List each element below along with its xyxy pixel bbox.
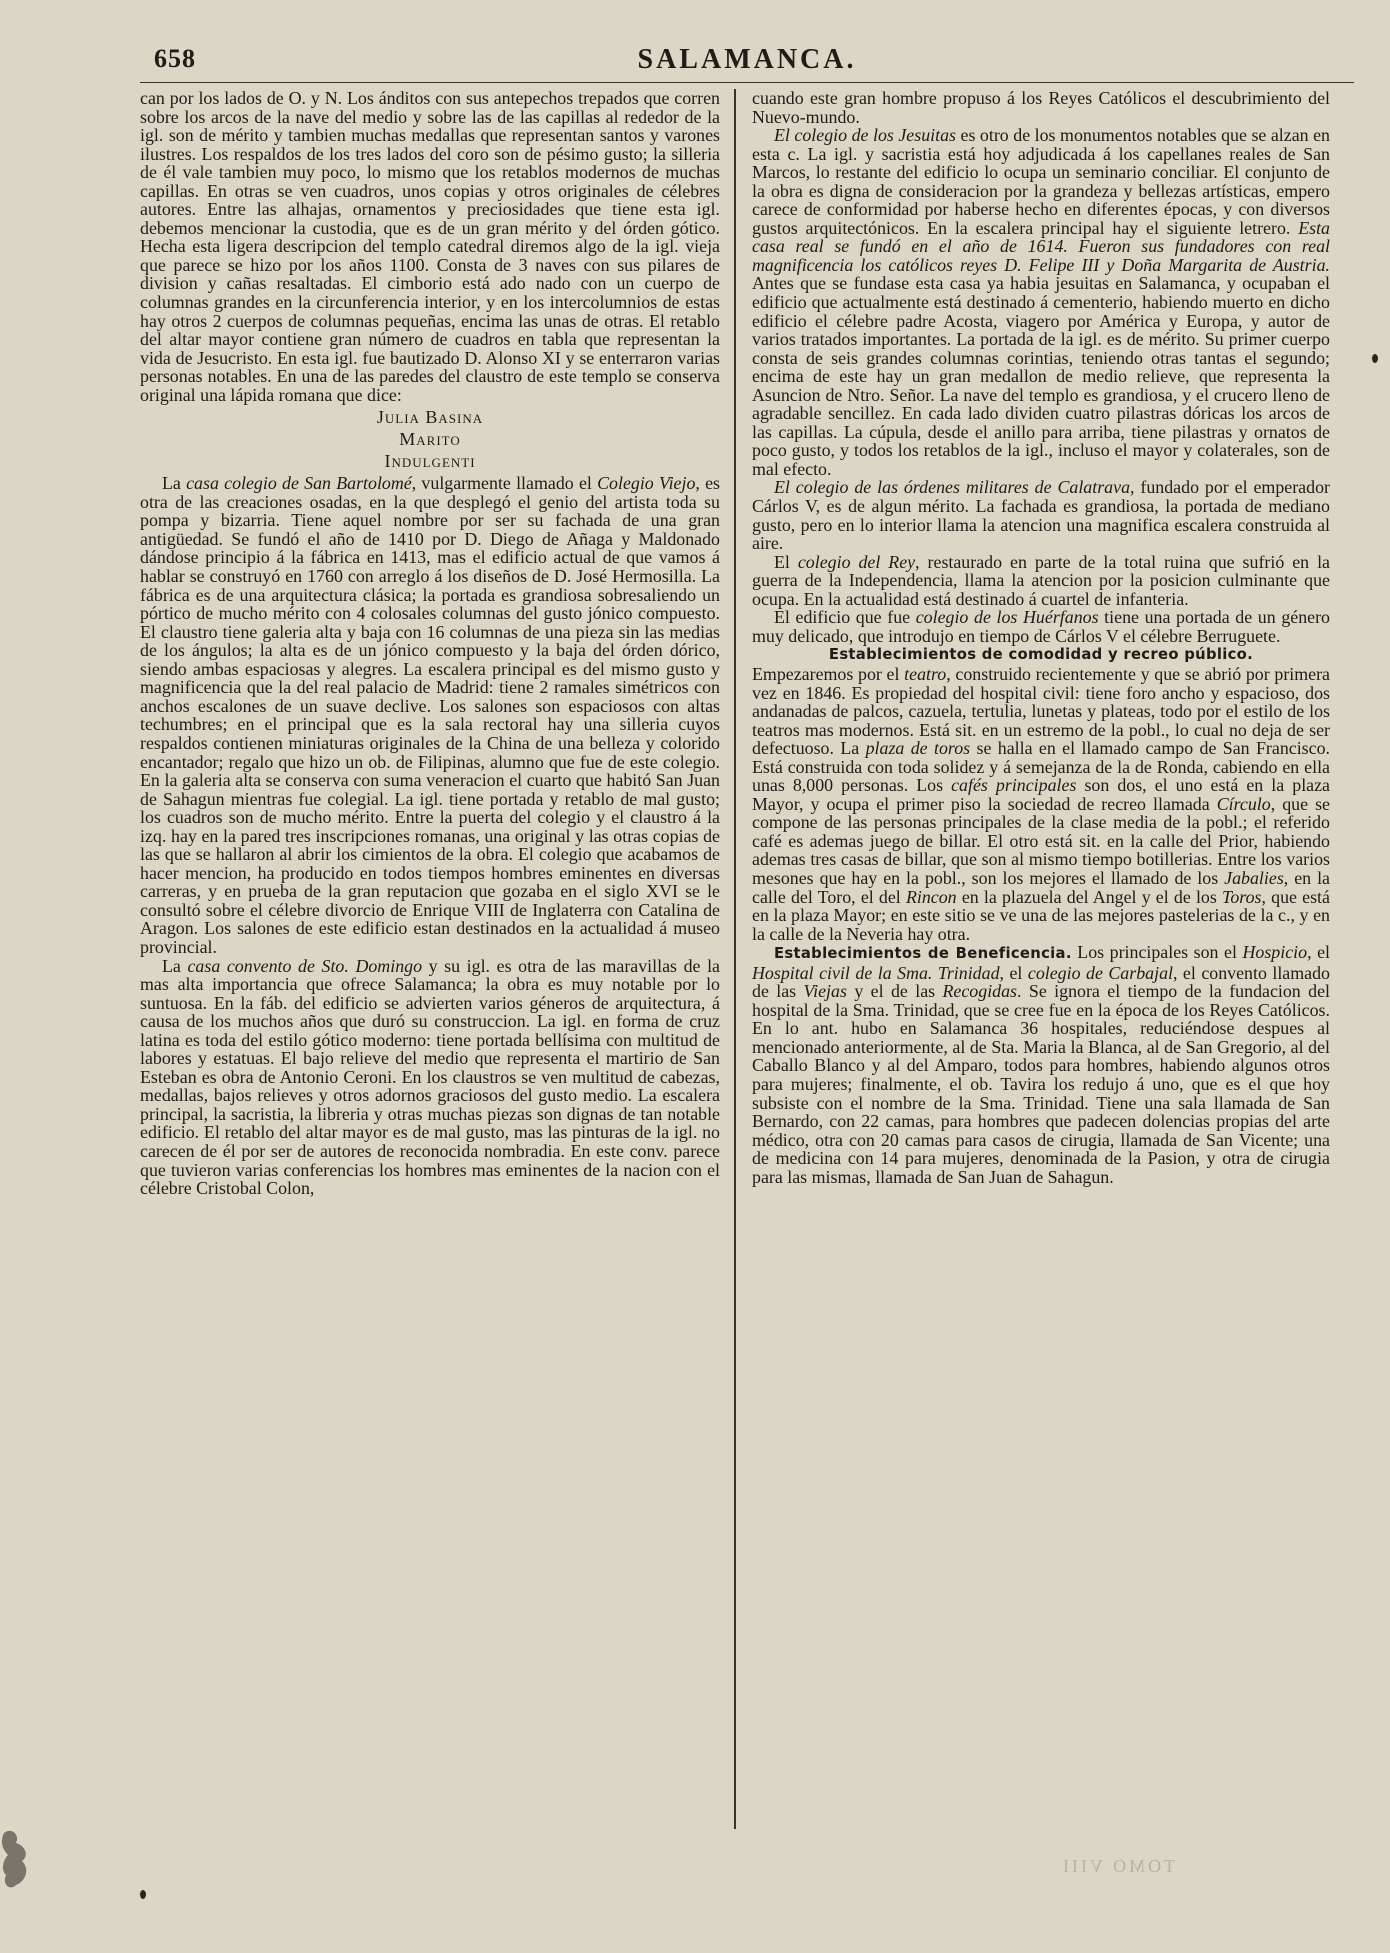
paragraph-recreo: Empezaremos por el teatro, construido recientemente y que se abrió por primera vez en 1846. Es propiedad del hospital civil: tiene foro ancho y espacioso, dos andanadas de palcos, cazuela, tertulia, lunetas y plateas, todo por el estilo de los teatros mas modernos. Está sit. en un estremo de la pobl., lo cual no deja de ser defectuoso. La plaza de toros se halla en el llamado campo de San Francisco. Está construida con toda solidez y á semejanza de la de Ronda, cabiendo en ella unas 8,000 personas. Los cafés principales son dos, el uno está en la plaza Mayor, y ocupa el primer piso la sociedad de recreo llamada Círculo, que se compone de las personas principales de la clase media de la pobl.; el referido café es ademas juego de billar. El otro está sit. en la calle del Prior, habiendo ademas tres casas de billar, que son al mismo tiempo botillerias. Entre los varios mesones que hay en la pobl., son los mejores el llamado de los Jabalies, en la calle del Toro, el del Rincon en la plazuela del Angel y el de los Toros, que está en la plaza Mayor; en este sitio se ve una de las mejores pastelerias de la c., y en la calle de la Neveria hay otra. — [752, 663, 1330, 944]
section-heading-beneficencia: Establecimientos de Beneficencia. — [774, 945, 1072, 963]
column-divider — [734, 89, 736, 1829]
volume-stamp: TOMO VIII — [1060, 1856, 1175, 1876]
left-column — [140, 89, 730, 1869]
inscription-line: Indulgenti — [384, 451, 476, 472]
page-number: 658 — [154, 44, 196, 73]
page-header — [140, 44, 1354, 83]
paragraph: can por los lados de O. y N. Los ánditos con sus antepechos trepados que corren sobre los arcos de la nave del medio y sobre las de las capillas al rededor de la igl. son de mérito y tambien muchas medallas que representan santos y varones ilustres. Los respaldos de los tres lados del coro son de pésimo gusto; la silleria de él vale tambien muy poco, lo mismo que los retablos modernos de muchas capillas. En otras se ven cuadros, unos copias y otros originales de célebres autores. Entre las alhajas, ornamentos y preciosidades que tiene esta igl. debemos mencionar la custodia, que es de un gran mérito y del órden gótico. Hecha esta ligera descripcion del templo catedral diremos algo de la igl. vieja que parece se hizo por los años 1100. Consta de 3 naves con sus pilares de division y cañas resaltadas. El cimborio está ado nado con un cuerpo de columnas grandes en la circunferencia interior, y en los intercolumnios de estas hay otros 2 cuerpos de columnas pequeñas, encima las unas de otras. El retablo del altar mayor contiene gran número de cuadros en tabla que representan la vida de Jesucristo. En esta igl. fue bautizado D. Alonso XI y se enterraron varias personas notables. En una de las paredes del claustro de este templo se conserva original una lápida romana que dice: — [140, 89, 720, 405]
section-heading-recreo: Establecimientos de comodidad y recreo público. — [828, 646, 1254, 664]
right-column — [740, 89, 1330, 1869]
ink-dot — [140, 1890, 146, 1899]
running-title: SALAMANCA. — [637, 44, 857, 75]
ink-dot — [1372, 354, 1378, 363]
ink-blot-icon — [0, 1825, 40, 1895]
paragraph-colegio-huerfanos: El edificio que fue colegio de los Huérfanos tiene una portada de un género muy delicado, que introdujo en tiempo de Cárlos V el célebre Berruguete. — [752, 607, 1330, 646]
paragraph-colegio-del-rey: El colegio del Rey, restaurado en parte de la total ruina que sufrió en la guerra de la Independencia, llama la atencion por la posicion culminante que ocupa. En la actualidad está destinado á cuartel de infanteria. — [752, 551, 1330, 609]
paragraph-colegio-jesuitas: El colegio de los Jesuitas es otro de los monumentos notables que se alzan en esta c. La igl. y sacristia está hoy adjudicada á los capellanes reales de San Marcos, lo restante del edificio lo ocupa un seminario conciliar. El conjunto de la obra es digna de consideracion por la grandeza y bellezas artísticas, empero carece de conformidad por haberse hecho en diferentes épocas, y con diversos gustos arquitectónicos. En la escalera principal hay el siguiente letrero. Esta casa real se fundó en el año de 1614. Fueron sus fundadores con real magnificencia los católicos reyes D. Felipe III y Doña Margarita de Austria. Antes que se fundase esta casa ya habia jesuitas en Salamanca, y ocupaban el edificio que actualmente está destinado á cementerio, habiendo muerto en dicho edificio el célebre padre Acosta, viagero por América y Europa, y autor de varios tratados importantes. La portada de la igl. es de mérito. Su primer cuerpo consta de seis grandes columnas corintias, teniendo otras tantas el segundo; encima de este hay un gran medallon de medio relieve, que representa la Asuncion de Ntro. Señor. La nave del templo es grandiosa, y el crucero lleno de agradable sencillez. En cada lado dividen cuatro pilastras dóricas los arcos de las capillas. La cúpula, desde el anillo para arriba, tiene pilastras y ornatos de poco gusto, y todos los retablos de la igl., incluso el mayor y colaterales, son de mal efecto. — [752, 125, 1330, 479]
text-columns — [140, 89, 1354, 1869]
paragraph-colegio-calatrava: El colegio de las órdenes militares de Calatrava, fundado por el emperador Cárlos V, es de algun mérito. La fachada es grandiosa, la portada de mediano gusto, pero en lo interior llama la atencion una magnifica escalera construida al aire. — [752, 477, 1330, 554]
paragraph-convento-sto-domingo: La casa convento de Sto. Domingo y su igl. es otra de las maravillas de la mas alta importancia que ofrece Salamanca; la obra es muy notable por lo suntuosa. En la fáb. del edificio se advierten varios géneros de arquitectura, á causa de los muchos años que duró su construccion. La igl. en forma de cruz latina es toda del estilo gótico moderno: tiene portada bellísima con multitud de labores y estatuas. El bajo relieve del medio que representa el martirio de San Esteban es obra de Antonio Ceroni. En los claustros se ven multitud de cabezas, medallas, bajos relieves y otros adornos graciosos del gusto medio. La escalera principal, la sacristia, la libreria y otras muchas piezas son dignas de tan notable edificio. El retablo del altar mayor es de mal gusto, mas las pinturas de la igl. no carecen de él por ser de autores de reconocida nombradia. En este conv. parece que tuvieron varias conferencias los hombres mas eminentes de la nacion con el célebre Cristobal Colon, — [140, 955, 720, 1199]
paragraph-beneficencia: Establecimientos de Beneficencia. Los principales son el Hospicio, el Hospital civil de la Sma. Trinidad, el colegio de Carbajal, el convento llamado de las Viejas y el de las Recogidas. Se ignora el tiempo de la fundacion del hospital de la Sma. Trinidad, que se cree fue en la época de los Reyes Católicos. En lo ant. hubo en Salamanca 36 hospitales, reduciéndose despues al mencionado anteriormente, al de Sta. Maria la Blanca, al de San Gregorio, al del Caballo Blanco y al del Amparo, todos para hombres, habiendo algunos otros para mujeres; finalmente, el ob. Tavira los redujo á uno, que es el que hoy subsiste con el nombre de la Sma. Trinidad. Tiene una sala llamada de San Bernardo, con 22 camas, para hombres que padecen dolencias propias del arte médico, otra con 20 camas para casos de cirugia, llamada de San Vicente; una de medicina con 14 para mujeres, denominada de la Pasion, y otra de cirugia para las mismas, llamada de San Juan de Sahagun. — [752, 942, 1330, 1187]
roman-inscription — [140, 406, 720, 472]
paragraph: cuando este gran hombre propuso á los Reyes Católicos el descubrimiento del Nuevo-mundo. — [752, 89, 1330, 127]
paragraph-colegio-san-bartolome: La casa colegio de San Bartolomé, vulgarmente llamado el Colegio Viejo, es otra de las creaciones osadas, en la que desplegó el genio del artista toda su pompa y bizarria. Tiene aquel nombre por ser su fachada de una gran antigüedad. Se fundó el año de 1410 por D. Diego de Añaga y Maldonado dándose principio á la fábrica en 1413, mas el edificio actual de que vamos á hablar se construyó en 1760 con arreglo á los diseños de D. José Hermosilla. La fábrica es de una arquitectura clásica; la portada es grandiosa sobresaliendo un pórtico de mucho mérito con 4 colosales columnas del gusto jónico compuesto. El claustro tiene galeria alta y baja con 16 columnas de una pieza sin las medias de los ángulos; la alta es de un jónico compuesto y la baja del órden dórico, siendo ambas espaciosas y alegres. La escalera principal es del mismo gusto y magnificencia que la del real palacio de Madrid: tiene 2 ramales simétricos con anchos escalones de un suave declive. Los salones son espaciosos con altas techumbres; en el principal que es la sala rectoral hay una silleria cuyos respaldos contienen miniaturas originales de la China de una belleza y colorido encantador; regalo que hizo un ob. de Filipinas, alumno que fue de este colegio. En la galeria alta se conserva con suma veneracion el cuarto que habitó San Juan de Sahagun mientras fue colegial. La igl. tiene portada y retablo de mal gusto; los cuadros son de mucho mérito. Entre la puerta del colegio y el claustro á la izq. hay en la pared tres inscripciones romanas, una original y las otras copias de las que se hallaron al abrir los cimientos de la obra. El colegio que acabamos de hacer mencion, ha producido en todos tiempos hombres eminentes en diversas carreras, y en prueba de la gran reputacion que gozaba en el siglo XVI se le consultó sobre el célebre divorcio de Enrique VIII de Inglaterra con Catalina de Aragon. Los salones de este edificio estan destinados en la actualidad á museo provincial. — [140, 473, 721, 957]
inscription-line: Marito — [399, 429, 461, 450]
inscription-line: Julia Basina — [376, 407, 484, 428]
